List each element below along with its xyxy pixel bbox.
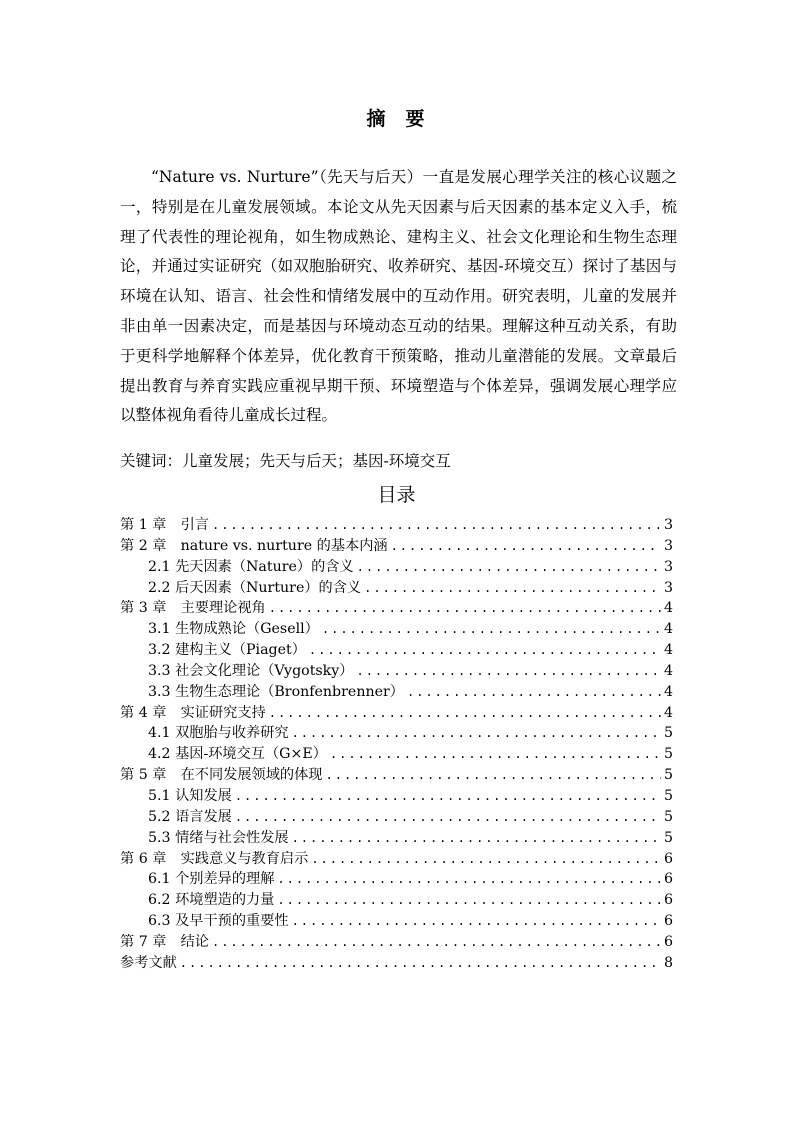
toc-page-number: 6 [663,871,673,888]
toc-page-number: 4 [663,704,673,721]
toc-leader-dots [357,557,661,578]
toc-entry-ch5[interactable]: 第 5 章 在不同发展领域的体现 ..... 5 [120,765,673,786]
toc-page-number: 4 [663,642,673,659]
toc-page-number: 5 [663,725,673,742]
toc-page-number: 5 [663,787,673,804]
toc-entry-ch1[interactable]: 第 1 章 引言 ..... 3 [120,515,673,536]
toc-page-number: 4 [663,683,673,700]
toc-page-number: 5 [663,746,673,763]
toc-entry-2-1[interactable]: 2.1 先天因素（Nature）的含义 ..... 3 [120,557,673,578]
toc-entry-ch4[interactable]: 第 4 章 实证研究支持 ..... 4 [120,703,673,724]
toc-leader-dots [356,661,660,682]
toc-leader-dots [330,744,661,765]
toc-page-number: 4 [663,621,673,638]
abstract-body [120,163,677,431]
toc-leader-dots [326,765,661,786]
toc-entry-6-3[interactable]: 6.3 及早干预的重要性 ..... 6 [120,911,673,932]
toc-page-number: 6 [663,892,673,909]
toc-leader-dots [322,619,661,640]
toc-entry-5-2[interactable]: 5.2 语言发展 ..... 5 [120,807,673,828]
toc-leader-dots [292,911,661,932]
toc-entry-5-3[interactable]: 5.3 情绪与社会性发展 ..... 5 [120,828,673,849]
toc-entry-6-2[interactable]: 6.2 环境塑造的力量 ..... 6 [120,890,673,911]
toc-entry-4-1[interactable]: 4.1 双胞胎与收养研究 ..... 5 [120,723,673,744]
toc-leader-dots [309,640,661,661]
toc-leader-dots [391,536,661,557]
toc-leader-dots [277,869,661,890]
toc-entry-references[interactable]: 参考文献 ..... 8 [120,953,673,974]
toc-page-number: 3 [663,579,673,596]
toc-page-number: 4 [663,662,673,679]
toc-page-number: 3 [663,558,673,575]
toc-entry-ch7[interactable]: 第 7 章 结论 ..... 6 [120,932,673,953]
abstract-title-part1: 摘 [366,108,388,130]
toc-leader-dots [269,598,661,619]
abstract-title-part2: 要 [405,108,427,130]
toc-page-number: 6 [663,850,673,867]
toc-title: 目录 [377,484,416,506]
toc-leader-dots [292,723,661,744]
toc-page-number: 3 [663,537,673,554]
toc-entry-2-2[interactable]: 2.2 后天因素（Nurture）的含义 ..... 3 [120,578,673,599]
toc-leader-dots [292,828,661,849]
toc-entry-3-1[interactable]: 3.1 生物成熟论（Gesell） ..... 4 [120,619,673,640]
toc-page-number: 3 [663,517,673,533]
toc-leader-dots [277,890,661,911]
toc-entry-ch6[interactable]: 第 6 章 实践意义与教育启示 ..... 6 [120,849,673,870]
toc-leader-dots [407,682,661,703]
toc-entry-ch2[interactable]: 第 2 章 nature vs. nurture 的基本内涵 ..... 3 [120,536,673,557]
toc-entry-ch3[interactable]: 第 3 章 主要理论视角 ..... 4 [120,598,673,619]
toc-page-number: 6 [663,913,673,930]
keywords-line: 关键词：儿童发展；先天与后天；基因-环境交互 [120,452,451,470]
toc-page-number: 5 [663,829,673,846]
toc-entry-3-3a[interactable]: 3.3 社会文化理论（Vygotsky） ..... 4 [120,661,673,682]
toc-entry-6-1[interactable]: 6.1 个别差异的理解 ..... 6 [120,869,673,890]
toc-page-number: 4 [663,600,673,617]
toc-leader-dots [235,786,661,807]
toc-leader-dots [235,807,661,828]
toc-entry-5-1[interactable]: 5.1 认知发展 ..... 5 [120,786,673,807]
toc-leader-dots [311,849,661,870]
toc-leader-dots [180,953,661,974]
toc-entry-3-3b[interactable]: 3.3 生物生态理论（Bronfenbrenner） ..... 4 [120,682,673,703]
toc-leader-dots [212,515,661,536]
toc-entry-3-2[interactable]: 3.2 建构主义（Piaget） ..... 4 [120,640,673,661]
toc-page-number: 8 [663,954,673,971]
toc-page-number: 5 [663,767,673,784]
table-of-contents [120,515,673,974]
toc-entry-4-2[interactable]: 4.2 基因-环境交互（G×E） ..... 5 [120,744,673,765]
toc-leader-dots [269,703,661,724]
abstract-title [0,104,793,131]
toc-page-number: 6 [663,933,673,950]
toc-leader-dots [364,578,661,599]
abstract-paragraph: “Nature vs. Nurture”（先天与后天）一直是发展心理学关注的核心议题之一，特别是在儿童发展领域。本论文从先天因素与后天因素的基本定义入手，梳理了代表性的理论视角，如生物成熟论、建构主义、社会文化理论和生物生态理论，并通过实证研究（如双胞胎研究、收养研究、基因-环境交互）探讨了基因与环境在认知、语言、社会性和情绪发展中的互动作用。研究表明，儿童的发展并非由单一因素决定，而是基因与环境动态互动的结果。理解这种互动关系，有助于更科学地解释个体差异，优化教育干预策略，推动儿童潜能的发展。文章最后提出教育与养育实践应重视早期干预、环境塑造与个体差异，强调发展心理学应以整体视角看待儿童成长过程。 [120,168,677,425]
toc-leader-dots [212,932,661,953]
toc-page-number: 5 [663,808,673,825]
